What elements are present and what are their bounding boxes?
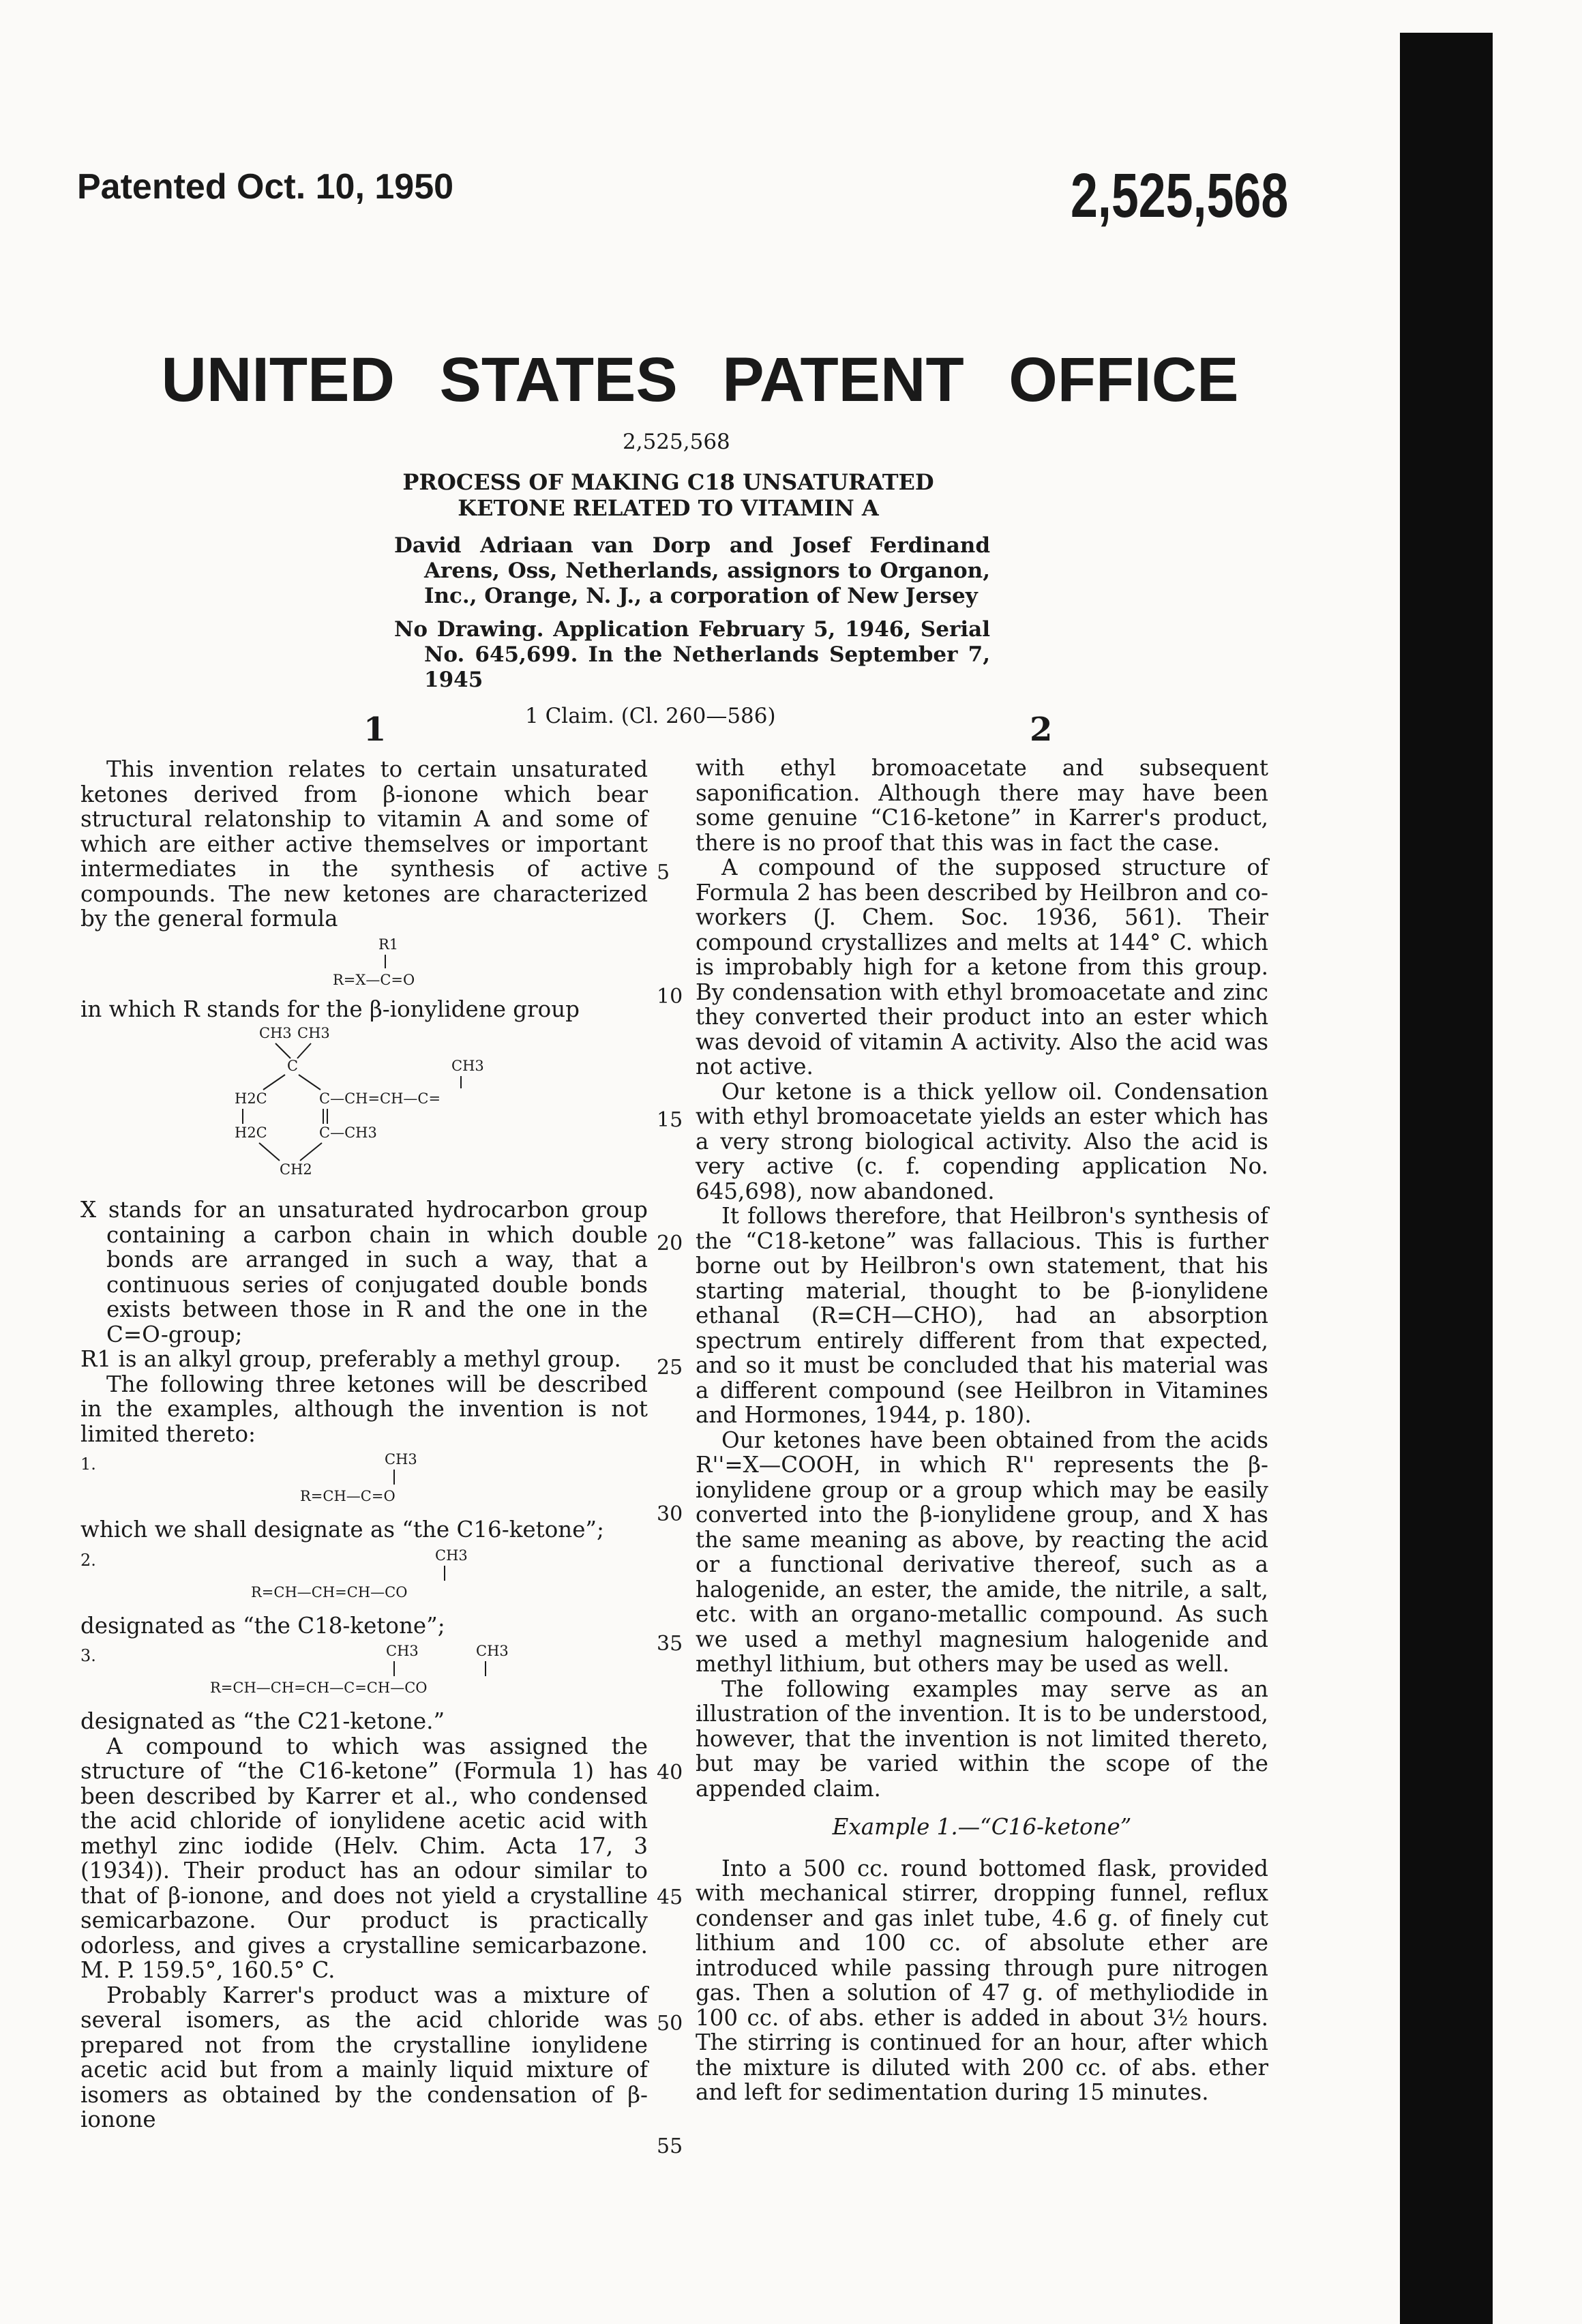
line-number: 40 <box>657 1761 683 1785</box>
formula-ch3: CH3 <box>435 1547 468 1564</box>
ring-h2c-2: H2C <box>235 1124 267 1141</box>
paragraph: designated as “the C18-ketone”; <box>80 1613 648 1639</box>
bond-line <box>259 1143 280 1161</box>
formula-2 <box>80 1543 648 1613</box>
paragraph: A compound of the supposed structure of Formula 2 has been described by Heilbron and co-workers (J. Chem. Soc. 1936, 561). Their compound crystallizes and melts at 144° C. which is improbably high for a ketone from this group. By condensation with ethyl bromoacetate and zinc they converted their product into an ester which was devoid of vitamin A activity. Also the acid was not active. <box>696 855 1268 1079</box>
formula-ch3: CH3 <box>385 1451 417 1468</box>
column-number-right: 2 <box>1030 711 1052 749</box>
paragraph: with ethyl bromoacetate and subsequent saponification. Although there may have been some genuine “C16-ketone” in Karrer's product, there is no proof that this was in fact the case. <box>696 756 1268 855</box>
formula-1 <box>80 1446 648 1517</box>
column-number-left: 1 <box>363 711 386 749</box>
ring-ch3-c: CH3 <box>451 1058 484 1074</box>
formula-ch3-a: CH3 <box>386 1643 419 1659</box>
formula-r1: R1 <box>378 936 398 953</box>
formula-ch3-b: CH3 <box>476 1643 509 1659</box>
ring-ch3-b: CH3 <box>297 1025 330 1041</box>
general-formula <box>80 932 648 997</box>
ionylidene-structure <box>80 1022 648 1197</box>
line-number: 10 <box>657 985 683 1009</box>
formula-equation: R=X—C=O <box>333 972 415 988</box>
office-title: UNITED STATES PATENT OFFICE <box>0 344 1400 416</box>
formula-3-drawing <box>80 1638 648 1709</box>
patented-date: Patented Oct. 10, 1950 <box>77 166 453 207</box>
patent-number: 2,525,568 <box>1071 160 1288 232</box>
right-column <box>696 756 1268 2105</box>
paragraph: The following three ketones will be described in the examples, although the invention is not limited thereto: <box>80 1372 648 1447</box>
example-heading: Example 1.—“C16-ketone” <box>696 1815 1268 1840</box>
formula-3 <box>80 1638 648 1709</box>
bond-line <box>263 1075 285 1090</box>
ring-h2c-1: H2C <box>235 1090 267 1107</box>
paragraph: The following examples may serve as an illustration of the invention. It is to be understood, however, that the invention is not limited thereto, but may be varied within the scope of the appended claim. <box>696 1677 1268 1802</box>
formula-number: 3. <box>80 1643 96 1669</box>
formula-2-drawing <box>80 1543 648 1613</box>
ring-c: C <box>287 1058 298 1074</box>
paragraph: designated as “the C21-ketone.” <box>80 1709 648 1734</box>
paragraph: A compound to which was assigned the structure of “the C16-ketone” (Formula 1) has been described by Karrer et al., who condensed the acid chloride of ionylidene acetic acid with methyl zinc iodide (Helv. Chim. Acta 17, 3 (1934)). Their product has an odour similar to that of β-ionone, and does not yield a crystalline semicarbazone. Our product is practically odorless, and gives a crystalline semicarbazone. M. P. 159.5°, 160.5° C. <box>80 1734 648 1983</box>
formula-equation: R=CH—C=O <box>300 1488 395 1504</box>
ring-ch2: CH2 <box>280 1161 312 1178</box>
line-number: 20 <box>657 1232 683 1255</box>
line-number: 55 <box>657 2134 683 2158</box>
paragraph: which we shall designate as “the C16-ketone”; <box>80 1517 648 1543</box>
paragraph: This invention relates to certain unsaturated ketones derived from β-ionone which bear structural relatonship to vitamin A and some of which are either active themselves or important intermediates in the synthesis of active compounds. The new ketones are characterized by the general formula <box>80 757 648 932</box>
formula-equation: R=CH—CH=CH—CO <box>251 1584 407 1600</box>
filing-info: No Drawing. Application February 5, 1946, Serial No. 645,699. In the Netherlands September 7, 1945 <box>394 617 990 693</box>
line-number: 45 <box>657 1886 683 1909</box>
bond-line <box>299 1075 320 1090</box>
formula-number: 2. <box>80 1548 96 1573</box>
line-number: 35 <box>657 1632 683 1656</box>
ring-c-ch3: C—CH3 <box>319 1124 377 1141</box>
line-number: 15 <box>657 1108 683 1132</box>
patent-number-small: 2,525,568 <box>623 430 730 454</box>
line-number: 25 <box>657 1356 683 1380</box>
ionylidene-drawing <box>80 1022 648 1197</box>
paragraph: Our ketone is a thick yellow oil. Condensation with ethyl bromoacetate yields an ester which has a very strong biological activity. Also the acid is very active (c. f. copending application No. 645,698), now abandoned. <box>696 1079 1268 1204</box>
claims-classification: 1 Claim. (Cl. 260—586) <box>525 704 776 728</box>
paragraph: in which R stands for the β-ionylidene group <box>80 997 648 1022</box>
line-number: 50 <box>657 2012 683 2036</box>
ring-chain: C—CH=CH—C= <box>319 1090 441 1107</box>
patent-title: PROCESS OF MAKING C18 UNSATURATED KETONE RELATED TO VITAMIN A <box>382 469 955 521</box>
bond-line <box>300 1143 322 1161</box>
ring-ch3-a: CH3 <box>259 1025 292 1041</box>
formula-number: 1. <box>80 1452 96 1477</box>
inventors: David Adriaan van Dorp and Josef Ferdinand Arens, Oss, Netherlands, assignors to Organon, Inc., Orange, N. J., a corporation of New Jersey <box>394 533 990 609</box>
line-number: 30 <box>657 1502 683 1526</box>
line-number: 5 <box>657 861 670 884</box>
page-edge-shadow <box>1400 33 1493 2324</box>
bond-line <box>297 1043 311 1058</box>
paragraph: X stands for an unsaturated hydrocarbon group containing a carbon chain in which double bonds are arranged in such a way, that a continuous series of conjugated double bonds exists between those in R and the one in the C=O-group; <box>80 1197 648 1347</box>
formula-1-drawing <box>80 1446 648 1517</box>
formula-equation: R=CH—CH=CH—C=CH—CO <box>210 1680 427 1696</box>
paragraph: Probably Karrer's product was a mixture of several isomers, as the acid chloride was prepared not from the crystalline ionylidene acetic acid but from a mainly liquid mixture of isomers as obtained by the condensation of β-ionone <box>80 1983 648 2132</box>
general-formula-drawing <box>80 932 648 997</box>
paragraph: R1 is an alkyl group, preferably a methyl group. <box>80 1347 648 1372</box>
paragraph: Into a 500 cc. round bottomed flask, provided with mechanical stirrer, dropping funnel, reflux condenser and gas inlet tube, 4.6 g. of finely cut lithium and 100 cc. of absolute ether are introduced while passing through pure nitrogen gas. Then a solution of 47 g. of methyliodide in 100 cc. of abs. ether is added in about 3½ hours. The stirring is continued for an hour, after which the mixture is diluted with 200 cc. of abs. ether and left for sedimentation during 15 minutes. <box>696 1856 1268 2105</box>
paragraph: It follows therefore, that Heilbron's synthesis of the “C18-ketone” was fallacious. This is further borne out by Heilbron's own statement, that his starting material, thought to be β-ionylidene ethanal (R=CH—CHO), had an absorption spectrum entirely different from that expected, and so it must be concluded that his material was a different compound (see Heilbron in Vitamines and Hormones, 1944, p. 180). <box>696 1204 1268 1428</box>
bond-line <box>275 1043 290 1058</box>
paragraph: Our ketones have been obtained from the acids R''=X—COOH, in which R'' represents the β-ionylidene group or a group which may be easily converted into the β-ionylidene group, and X has the same meaning as above, by reacting the acid or a functional derivative thereof, such as a halogenide, an ester, the amide, the nitrile, a salt, etc. with an organo-metallic compound. As such we used a methyl magnesium halogenide and methyl lithium, but others may be used as well. <box>696 1428 1268 1677</box>
left-column <box>80 757 648 2132</box>
